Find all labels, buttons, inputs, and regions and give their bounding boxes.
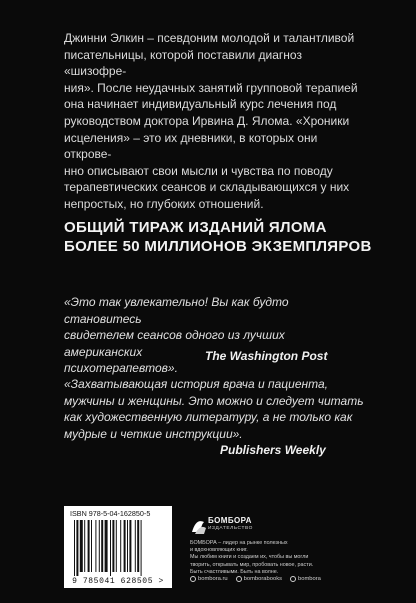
annotation-line: она начинает индивидуальный курс лечения под: [64, 97, 337, 112]
quote-line: как художественную литературу, а не только как: [64, 410, 353, 425]
quote-line: «Это так увлекательно! Вы как будто становитесь: [64, 295, 289, 326]
publisher-socials: [190, 576, 360, 582]
annotation-line: непростых, но глубоких отношений.: [64, 196, 264, 211]
annotation-line: терапевтических сеансов и складывающихся у них: [64, 180, 350, 195]
barcode: [64, 506, 172, 588]
social-site[interactable]: [190, 576, 228, 582]
bombora-logo: [190, 510, 250, 540]
publisher-desc-line: и вдохновляющих книг.: [190, 547, 248, 554]
publisher-subtitle: ИЗДАТЕЛЬСТВО: [208, 526, 253, 531]
circulation-headline: [64, 218, 374, 256]
review-quote-2: [64, 376, 364, 442]
review-source-1: The Washington Post: [205, 349, 328, 363]
publisher-desc-line: БОМБОРА – лидер на рынке полезных: [190, 540, 288, 546]
annotation-line: руководством доктора Ирвина Д. Ялома. «Хроники: [64, 113, 350, 128]
social-instagram[interactable]: [290, 576, 321, 582]
publisher-name: БОМБОРА: [208, 516, 252, 525]
social-label: bombora.ru: [198, 576, 228, 582]
annotation-text: [64, 30, 364, 213]
annotation-line: ния». После неудачных занятий групповой терапией: [64, 80, 358, 95]
review-quote-1: [64, 294, 364, 377]
quote-line: психотерапевтов».: [64, 361, 178, 376]
publisher-desc-line: Быть счастливыми. Быть на волне.: [190, 568, 279, 575]
quote-line: мужчины и женщины. Это можно и следует читать: [64, 393, 364, 408]
social-label: bombora: [298, 576, 321, 582]
annotation-line: Джинни Элкин – псевдоним молодой и талантливой: [64, 31, 355, 45]
barcode-bars: [74, 520, 162, 576]
headline-line-1: ОБЩИЙ ТИРАЖ ИЗДАНИЙ ЯЛОМА: [64, 219, 327, 236]
globe-icon: [190, 576, 196, 582]
vk-icon: [236, 576, 242, 582]
quote-line: «Захватывающая история врача и пациента,: [64, 377, 328, 391]
social-label: bomborabooks: [243, 576, 283, 582]
barcode-digits: 9 785041 628505 >: [72, 577, 164, 586]
social-vk[interactable]: [236, 576, 282, 582]
publisher-desc-line: творить, открывать мир, пробовать новое, расти.: [190, 561, 314, 568]
annotation-line: нно описывают свои мысли и чувства по поводу: [64, 163, 333, 178]
headline-line-2: БОЛЕЕ 50 МИЛЛИОНОВ ЭКЗЕМПЛЯРОВ: [64, 238, 372, 255]
review-source-2: Publishers Weekly: [220, 443, 326, 457]
publisher-desc-line: Мы любим книги и создаем их, чтобы вы могли: [190, 554, 309, 561]
instagram-icon: [290, 576, 296, 582]
annotation-line: исцеления» – это их дневники, в которых они открове-: [64, 130, 318, 162]
annotation-line: писательницы, которой поставили диагноз «шизофре-: [64, 47, 302, 79]
quote-line: мудрые и четкие инструкции».: [64, 426, 243, 441]
publisher-description: [190, 540, 370, 576]
quote-line: свидетелем сеансов одного из лучших американских: [64, 328, 285, 359]
isbn-label: ISBN 978-5-04-162850-5: [70, 509, 151, 518]
